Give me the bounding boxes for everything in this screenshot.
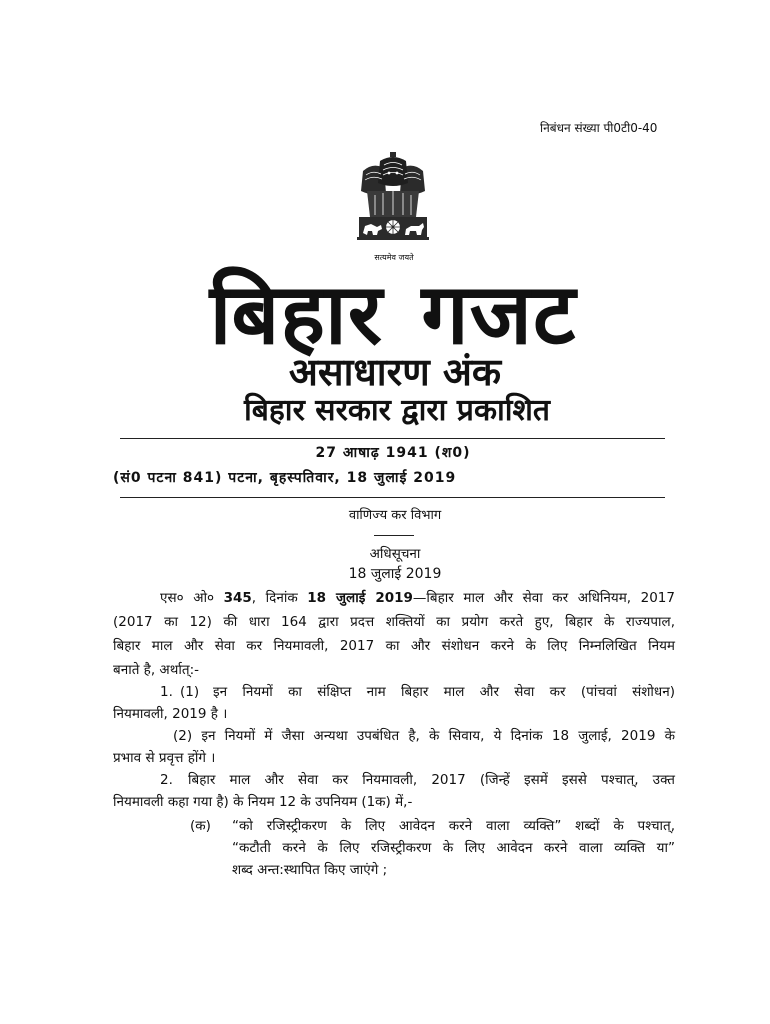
so-date: 18 जुलाई 2019 <box>307 590 413 606</box>
date-label: , दिनांक <box>251 590 308 606</box>
emblem-motto: सत्यमेव जयते <box>374 253 414 262</box>
rule-1-sub-2-line-1 <box>173 726 675 746</box>
gazette-title: बिहार गजट <box>209 265 577 363</box>
rule-2-line-2: नियमावली कहा गया है) के नियम 12 के उपनियम (1क) में,- <box>113 794 413 810</box>
rule-2-line-1: बिहार माल और सेवा कर नियमावली, 2017 (जिन्हें इसमें इससे पश्चात्, उक्त <box>188 772 675 788</box>
registration-number: निबंधन संख्या पी0टी0-40 <box>540 121 658 135</box>
preamble-line-4: बनाते है, अर्थात्:- <box>113 662 199 678</box>
rule-1-sub-1-number: (1) <box>180 684 200 700</box>
notification-heading: अधिसूचना <box>369 546 421 562</box>
rule-2-number: 2. <box>160 772 173 788</box>
edition-label: असाधारण अंक <box>288 350 502 394</box>
clause-ka-line-1: “को रजिस्ट्रीकरण के लिए आवेदन करने वाला व्यक्ति” शब्दों के पश्चात्, <box>232 818 675 834</box>
rule-1-sub-1-line-1: इन नियमों का संक्षिप्त नाम बिहार माल और सेवा कर (पांचवां संशोधन) <box>213 684 675 700</box>
publisher-line: बिहार सरकार द्वारा प्रकाशित <box>243 393 551 428</box>
department-name: वाणिज्य कर विभाग <box>348 508 442 523</box>
saka-date: 27 आषाढ़ 1941 (श0) <box>315 445 471 461</box>
national-emblem-icon <box>353 151 433 251</box>
notification-date: 18 जुलाई 2019 <box>348 566 442 582</box>
issue-line: (सं0 पटना 841) पटना, बृहस्पतिवार, 18 जुलाई 2019 <box>113 470 457 486</box>
so-prefix: एस० ओ० <box>160 590 224 606</box>
clause-ka-label: (क) <box>190 818 211 834</box>
preamble-line-2: (2017 का 12) की धारा 164 द्वारा प्रदत्त शक्तियों का प्रयोग करते हुए, बिहार के राज्यपाल, <box>113 614 675 630</box>
preamble-rest: —बिहार माल और सेवा कर अधिनियम, 2017 <box>412 590 675 606</box>
preamble-line-3: बिहार माल और सेवा कर नियमावली, 2017 का और संशोधन करने के लिए निम्नलिखित नियम <box>113 638 675 654</box>
so-number: 345 <box>223 590 252 606</box>
rule-1-number: 1. <box>160 684 173 700</box>
clause-ka-line-3: शब्द अन्त:स्थापित किए जाएंगे ; <box>232 862 388 878</box>
bottom-divider <box>120 497 665 498</box>
clause-ka-line-2: “कटौती करने के लिए रजिस्ट्रीकरण के लिए आवेदन करने वाला व्यक्ति या” <box>232 840 675 856</box>
rule-1-sub-2-text: इन नियमों में जैसा अन्यथा उपबंधित है, के सिवाय, ये दिनांक 18 जुलाई, 2019 के <box>201 728 675 744</box>
rule-1-sub-2-number: (2) <box>173 728 193 744</box>
rule-1-sub-2-line-2: प्रभाव से प्रवृत्त होंगे । <box>113 750 216 766</box>
preamble-line-1 <box>160 588 675 608</box>
department-separator <box>374 535 414 536</box>
top-divider <box>120 438 665 439</box>
rule-1-sub-1-line-2: नियमावली, 2019 है । <box>113 706 228 722</box>
